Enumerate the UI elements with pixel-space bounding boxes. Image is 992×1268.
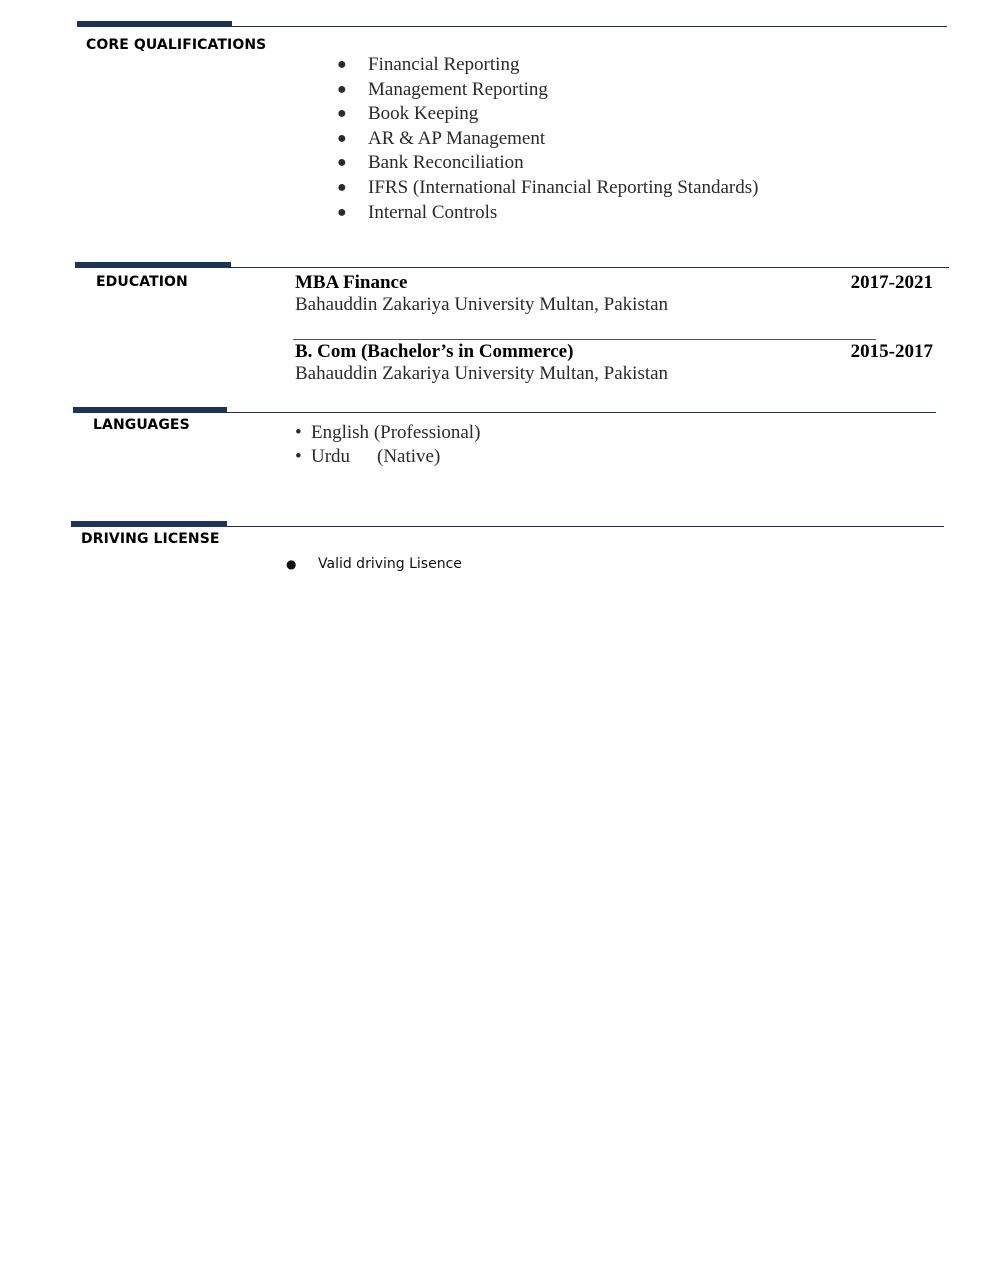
bullet-icon: •	[295, 445, 302, 467]
language-level: (Native)	[377, 445, 441, 467]
core-qualifications-heading: CORE QUALIFICATIONS	[86, 37, 267, 53]
education-separator	[293, 339, 876, 340]
degree-years: 2015-2017	[850, 341, 933, 362]
language-name: English	[311, 422, 370, 443]
bullet-icon: ●	[337, 56, 347, 73]
bullet-icon: ●	[337, 178, 347, 196]
list-item: ● Internal Controls	[334, 201, 758, 226]
languages-list	[295, 421, 480, 468]
bullet-icon: ●	[337, 105, 347, 123]
core-rule-thin	[77, 26, 947, 27]
list-item: ● Financial Reporting	[334, 53, 758, 78]
license-rule-thin	[71, 526, 944, 527]
driving-license-list	[286, 554, 462, 574]
list-item	[295, 421, 480, 445]
bullet-icon: ●	[337, 203, 347, 221]
list-item: ● Bank Reconciliation	[334, 151, 758, 176]
degree-years: 2017-2021	[850, 272, 933, 293]
education-heading: EDUCATION	[96, 274, 188, 290]
languages-rule-thin	[73, 412, 936, 413]
list-item: ● IFRS (International Financial Reporting Standards)	[334, 176, 758, 201]
education-rule-thin	[75, 267, 949, 268]
bullet-icon: ●	[286, 557, 297, 571]
language-name: Urdu	[311, 445, 351, 467]
bullet-icon: ●	[337, 129, 347, 147]
bullet-icon: ●	[337, 154, 347, 172]
bullet-icon: •	[295, 422, 302, 443]
degree-title: MBA Finance	[295, 272, 408, 293]
degree-title: B. Com (Bachelor’s in Commerce)	[295, 341, 574, 362]
list-item	[295, 445, 480, 469]
list-item: ● Valid driving Lisence	[286, 556, 462, 572]
core-qualifications-list	[334, 53, 758, 225]
bullet-icon: ●	[337, 80, 347, 98]
list-item: ● Management Reporting	[334, 78, 758, 103]
languages-heading: LANGUAGES	[93, 417, 190, 433]
language-level: (Professional)	[373, 422, 481, 443]
degree-school: Bahauddin Zakariya University Multan, Pakistan	[295, 294, 669, 315]
driving-license-heading: DRIVING LICENSE	[81, 531, 220, 547]
degree-school: Bahauddin Zakariya University Multan, Pakistan	[295, 363, 669, 384]
list-item: ● AR & AP Management	[334, 127, 758, 152]
list-item: ● Book Keeping	[334, 102, 758, 127]
